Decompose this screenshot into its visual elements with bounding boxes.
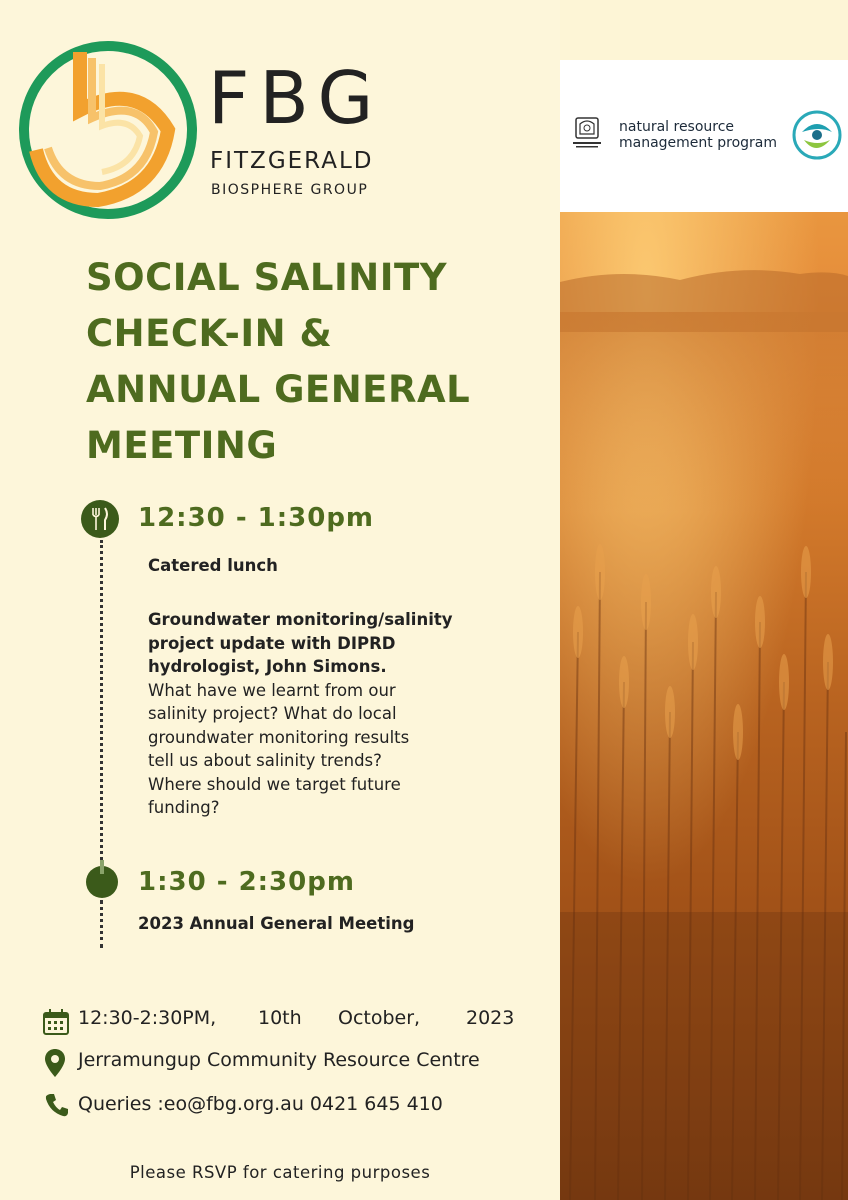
timeline-line-1 xyxy=(100,540,103,865)
wheat-field-image xyxy=(560,212,848,1200)
session2-item1: 2023 Annual General Meeting xyxy=(138,914,415,933)
item2-desc-line1: What have we learnt from our xyxy=(148,680,396,700)
rsvp-note: Please RSVP for catering purposes xyxy=(129,1163,431,1182)
timeline-line-2 xyxy=(100,900,103,948)
page-title xyxy=(86,250,556,474)
title-line4: MEETING xyxy=(86,424,278,467)
calendar-icon xyxy=(42,1008,70,1036)
event-date-part2: 10th xyxy=(258,1007,302,1029)
fbg-logo-icon xyxy=(18,40,198,220)
item2-desc-line4: tell us about salinity trends? xyxy=(148,751,382,770)
event-date-part4: 2023 xyxy=(466,1007,515,1029)
session1-item2 xyxy=(148,608,508,820)
item2-bold-line1: Groundwater monitoring/salinity xyxy=(148,610,453,629)
logo-name: FBG xyxy=(208,56,384,140)
item2-desc-line3: groundwater monitoring results xyxy=(148,727,410,747)
sponsor-line2: management program xyxy=(619,135,777,151)
map-pin-icon xyxy=(44,1048,66,1078)
session1-time: 12:30 - 1:30pm xyxy=(138,503,375,533)
wheat-field-photo xyxy=(560,212,848,1200)
event-location: Jerramungup Community Resource Centre xyxy=(78,1049,480,1071)
wa-government-crest-icon xyxy=(567,112,607,152)
title-line2: CHECK-IN & xyxy=(86,312,333,355)
item2-desc-line6: funding? xyxy=(148,798,220,817)
item2-desc-line2: salinity project? What do local xyxy=(148,704,397,723)
event-date-part1: 12:30-2:30PM, xyxy=(78,1007,217,1029)
right-top-strip xyxy=(560,0,848,60)
item2-bold-line3: hydrologist, John Simons. xyxy=(148,657,387,676)
phone-icon xyxy=(44,1092,70,1118)
session2-badge-bar xyxy=(100,860,104,874)
fork-knife-icon xyxy=(89,506,111,532)
sponsor-line1: natural resource xyxy=(619,119,735,135)
nrm-program-logo-icon xyxy=(792,110,842,160)
event-queries: Queries :eo@fbg.org.au 0421 645 410 xyxy=(78,1093,443,1115)
item2-bold-line2: project update with DIPRD xyxy=(148,633,396,653)
item2-desc-line5: Where should we target future xyxy=(148,774,401,794)
sponsor-text xyxy=(619,119,777,151)
session1-item1: Catered lunch xyxy=(148,556,278,575)
logo-line1: FITZGERALD xyxy=(210,148,374,174)
title-line3: ANNUAL GENERAL xyxy=(86,368,471,411)
session2-time: 1:30 - 2:30pm xyxy=(138,867,355,897)
event-date-part3: October, xyxy=(338,1007,421,1029)
logo-line2: BIOSPHERE GROUP xyxy=(211,182,369,198)
title-line1: SOCIAL SALINITY xyxy=(86,256,448,299)
